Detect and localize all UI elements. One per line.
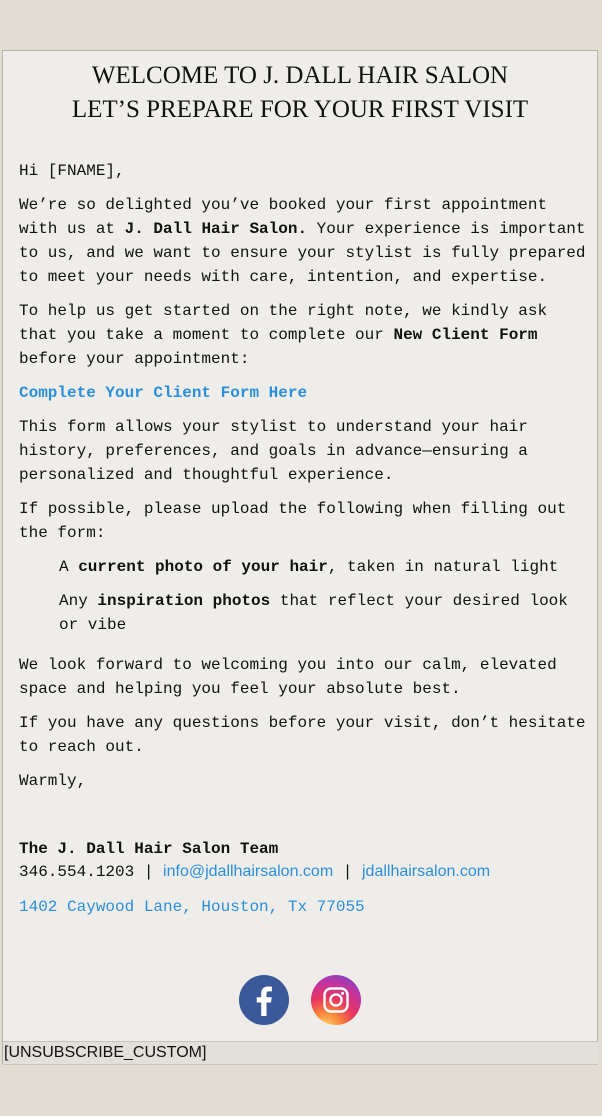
salon-name-bold: J. Dall Hair Salon. xyxy=(124,220,308,238)
unsubscribe-link[interactable]: [UNSUBSCRIBE_CUSTOM] xyxy=(3,1041,598,1065)
separator: | xyxy=(342,863,353,881)
form-request-text-b: before your appointment: xyxy=(19,350,250,368)
email-card xyxy=(2,50,598,1064)
greeting: Hi [FNAME], xyxy=(19,162,125,180)
form-request-text-a: To help us get started on the right note, we kindly ask that you take a moment to complete our xyxy=(19,302,548,344)
email-heading xyxy=(3,59,597,127)
signature xyxy=(19,837,589,919)
form-request-paragraph xyxy=(19,299,589,371)
welcome-paragraph: We look forward to welcoming you into our calm, elevated space and helping you feel your absolute best. xyxy=(19,656,557,698)
bullet1-text-b: , taken in natural light xyxy=(327,558,559,576)
team-name: The J. Dall Hair Salon Team xyxy=(19,840,279,858)
intro-text-a: We’re so delighted you’ve booked your first appointment with us at xyxy=(19,196,548,238)
upload-list xyxy=(19,555,589,637)
form-purpose-paragraph: This form allows your stylist to understand your hair history, preferences, and goals in advance—ensuring a personalized and thoughtful experience. xyxy=(19,418,528,484)
bullet1-text-a: A xyxy=(59,558,79,576)
social-links xyxy=(3,975,597,1025)
intro-text-b: Your experience is important to us, and we want to ensure your stylist is fully prepared to meet your needs with care, intention, and expertise. xyxy=(19,220,586,286)
list-item xyxy=(59,589,589,637)
bullet2-text-b: that reflect your desired look or vibe xyxy=(59,592,568,634)
closing: Warmly, xyxy=(19,772,87,790)
phone-number: 346.554.1203 xyxy=(19,863,135,881)
upload-paragraph: If possible, please upload the following when filling out the form: xyxy=(19,500,567,542)
facebook-icon[interactable] xyxy=(239,975,289,1025)
questions-paragraph: If you have any questions before your visit, don’t hesitate to reach out. xyxy=(19,714,586,756)
email-body xyxy=(19,159,589,919)
intro-paragraph xyxy=(19,193,589,289)
contact-line xyxy=(19,861,589,883)
list-item xyxy=(59,555,589,579)
separator: | xyxy=(143,863,154,881)
bullet1-bold: current photo of your hair xyxy=(78,558,328,576)
email-link[interactable]: info@jdallhairsalon.com xyxy=(163,863,334,880)
instagram-icon[interactable] xyxy=(311,975,361,1025)
client-form-link[interactable]: Complete Your Client Form Here xyxy=(19,384,308,402)
heading-line-1: WELCOME TO J. DALL HAIR SALON xyxy=(91,62,509,89)
heading-line-2: LET’S PREPARE FOR YOUR FIRST VISIT xyxy=(71,96,529,123)
address-link[interactable]: 1402 Caywood Lane, Houston, Tx 77055 xyxy=(19,898,365,916)
form-link-paragraph xyxy=(19,381,589,405)
bullet2-bold: inspiration photos xyxy=(97,592,271,610)
website-link[interactable]: jdallhairsalon.com xyxy=(361,863,491,880)
bullet2-text-a: Any xyxy=(59,592,98,610)
new-client-form-bold: New Client Form xyxy=(393,326,538,344)
